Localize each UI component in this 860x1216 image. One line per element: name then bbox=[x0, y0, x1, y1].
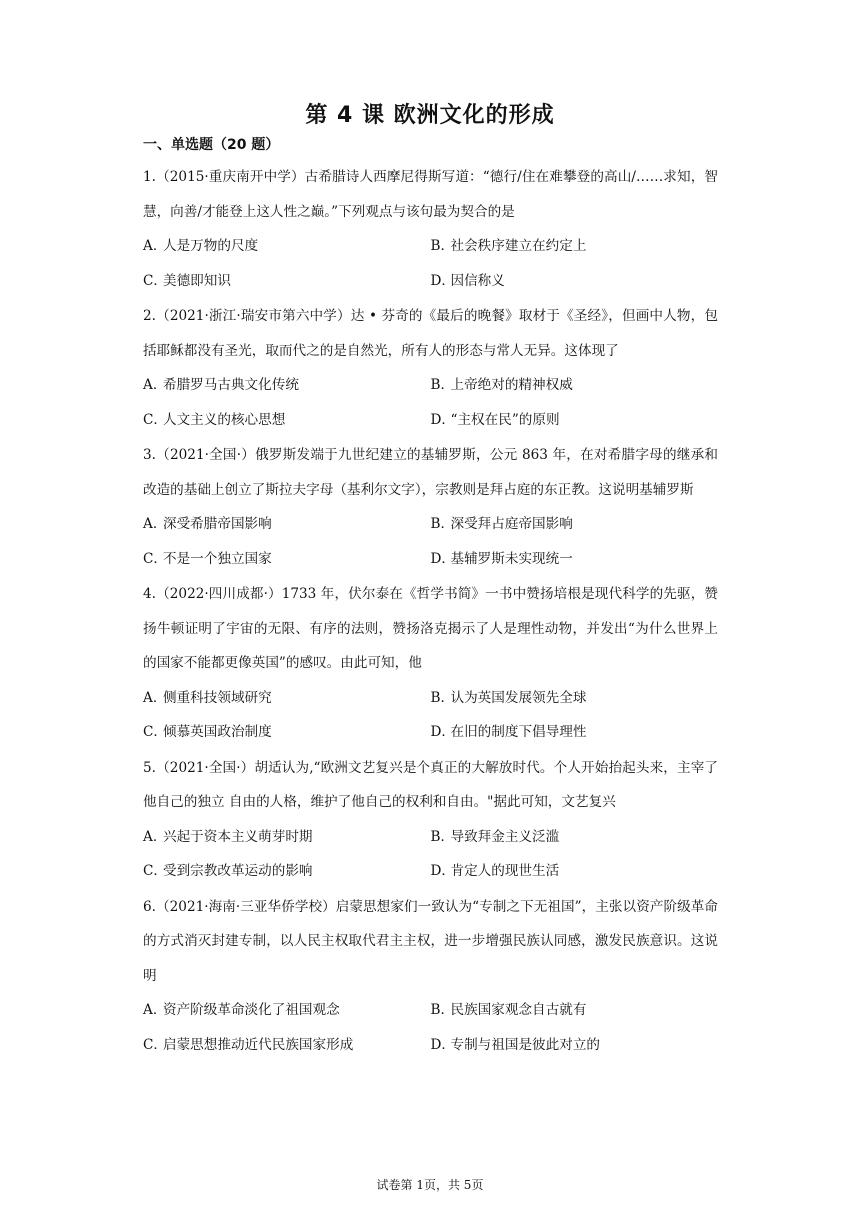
option-c[interactable]: C．受到宗教改革运动的影响 bbox=[143, 863, 313, 879]
option-a[interactable]: A．深受希腊帝国影响 bbox=[143, 516, 272, 532]
options bbox=[143, 507, 718, 576]
option-b[interactable]: B．社会秩序建立在约定上 bbox=[430, 238, 587, 254]
option-b[interactable]: B．导致拜金主义泛滥 bbox=[430, 828, 560, 845]
options bbox=[143, 993, 718, 1062]
option-c[interactable]: C．启蒙思想推动近代民族国家形成 bbox=[143, 1036, 354, 1053]
options bbox=[143, 681, 718, 750]
option-b[interactable]: B．上帝绝对的精神权威 bbox=[430, 377, 573, 393]
option-a[interactable]: A．侧重科技领域研究 bbox=[143, 689, 272, 706]
question-stem: 2.（2021·浙江·瑞安市第六中学）达 • 芬奇的《最后的晚餐》取材于《圣经》，但画中人物，包括耶稣都没有圣光，取而代之的是自然光，所有人的形态与常人无异。这体现了 bbox=[143, 308, 718, 359]
question-list bbox=[143, 160, 718, 1063]
question-4 bbox=[143, 577, 718, 750]
option-a[interactable]: A．资产阶级革命淡化了祖国观念 bbox=[143, 1002, 340, 1018]
option-d[interactable]: D．肯定人的现世生活 bbox=[430, 863, 560, 879]
question-stem: 6.（2021·海南·三亚华侨学校）启蒙思想家们一致认为“专制之下无祖国”，主张以资产阶级革命的方式消灭封建专制，以人民主权取代君主主权，进一步增强民族认同感，激发民族意识。这说明 bbox=[143, 898, 718, 984]
option-b[interactable]: B．深受拜占庭帝国影响 bbox=[430, 516, 573, 532]
options bbox=[143, 368, 718, 437]
option-a[interactable]: A．人是万物的尺度 bbox=[143, 238, 259, 254]
options bbox=[143, 229, 718, 298]
option-d[interactable]: D．“主权在民”的原则 bbox=[430, 411, 560, 428]
option-c[interactable]: C．倾慕英国政治制度 bbox=[143, 724, 272, 740]
option-d[interactable]: D．因信称义 bbox=[430, 272, 505, 289]
question-stem: 3.（2021·全国·）俄罗斯发端于九世纪建立的基辅罗斯，公元 863 年，在对希腊字母的继承和改造的基础上创立了斯拉夫字母（基利尔文字），宗教则是拜占庭的东正教。这说明基辅罗斯 bbox=[143, 447, 718, 498]
option-c[interactable]: C．人文主义的核心思想 bbox=[143, 411, 286, 428]
question-6 bbox=[143, 890, 718, 1063]
option-a[interactable]: A．兴起于资本主义萌芽时期 bbox=[143, 828, 313, 845]
question-stem: 5.（2021·全国·）胡适认为,“欧洲文艺复兴是个真正的大解放时代。个人开始抬起头来，主宰了他自己的独立 自由的人格，维护了他自己的权利和自由。"据此可知，文艺复兴 bbox=[143, 759, 718, 810]
question-1 bbox=[143, 160, 718, 298]
question-stem: 1.（2015·重庆南开中学）古希腊诗人西摩尼得斯写道：“德行/住在难攀登的高山/……求知，智慧，向善/才能登上这人性之巅。”下列观点与该句最为契合的是 bbox=[143, 169, 718, 220]
option-b[interactable]: B．认为英国发展领先全球 bbox=[430, 689, 587, 706]
option-c[interactable]: C．美德即知识 bbox=[143, 272, 231, 289]
question-3 bbox=[143, 438, 718, 576]
option-b[interactable]: B．民族国家观念自古就有 bbox=[430, 1002, 587, 1018]
option-c[interactable]: C．不是一个独立国家 bbox=[143, 550, 272, 567]
page-title: 第 4 课 欧洲文化的形成 bbox=[305, 103, 555, 128]
section-heading: 一、单选题（20 题） bbox=[143, 137, 280, 153]
option-d[interactable]: D．在旧的制度下倡导理性 bbox=[430, 724, 587, 740]
option-d[interactable]: D．基辅罗斯未实现统一 bbox=[430, 550, 573, 567]
option-a[interactable]: A．希腊罗马古典文化传统 bbox=[143, 377, 299, 393]
page-footer: 试卷第 1页，共 5页 bbox=[376, 1178, 484, 1192]
option-d[interactable]: D．专制与祖国是彼此对立的 bbox=[430, 1036, 601, 1053]
question-stem: 4.（2022·四川成都·）1733 年，伏尔泰在《哲学书简》一书中赞扬培根是现代科学的先驱，赞扬牛顿证明了宇宙的无限、有序的法则，赞扬洛克揭示了人是理性动物，并发出“为什么世界上的国家不能都更像英国”的感叹。由此可知，他 bbox=[143, 586, 718, 671]
question-5 bbox=[143, 751, 718, 889]
question-2 bbox=[143, 299, 718, 437]
options bbox=[143, 820, 718, 889]
